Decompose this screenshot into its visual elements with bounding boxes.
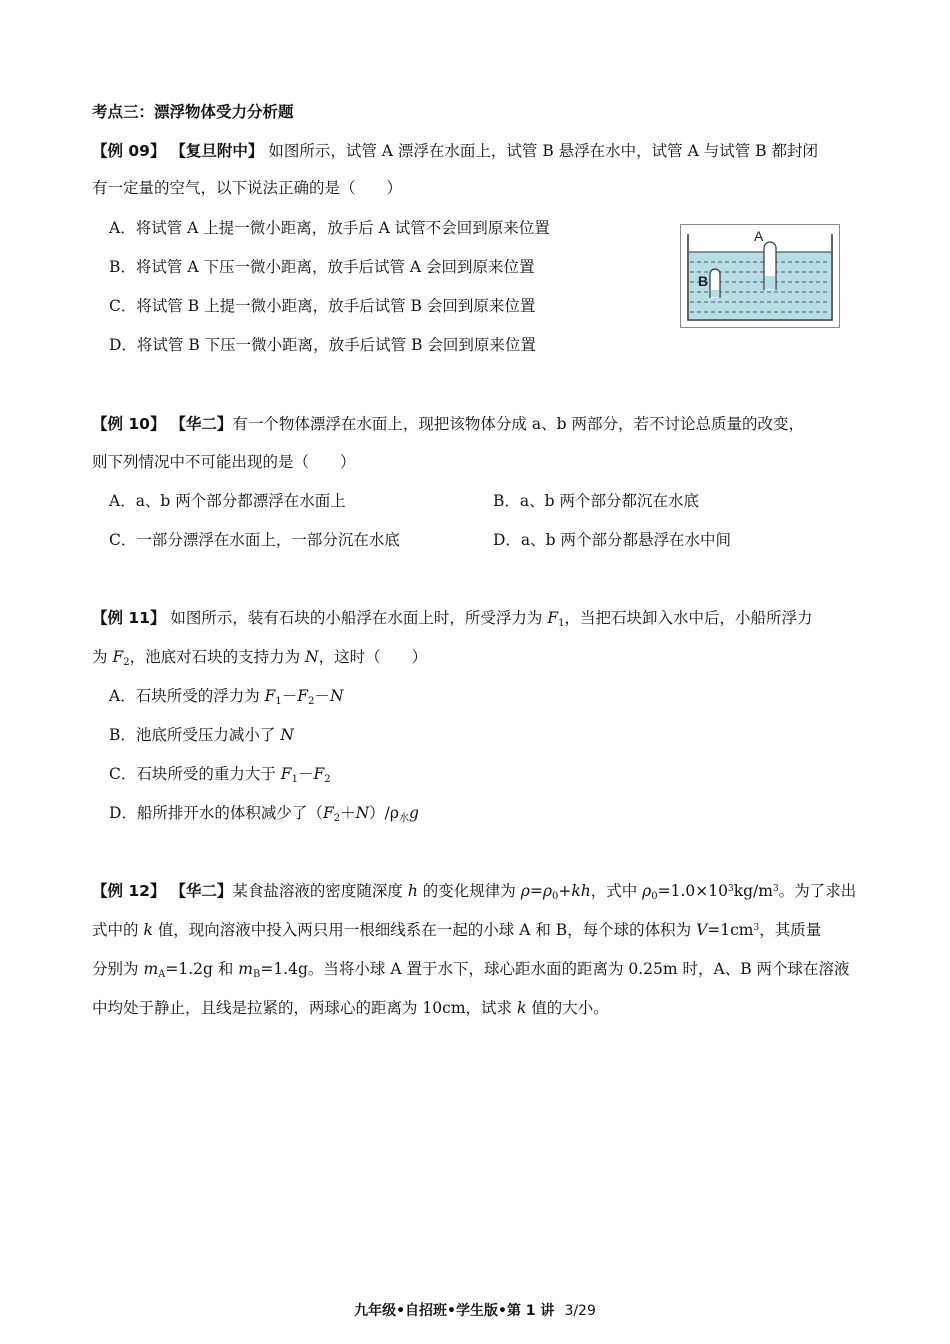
ex12-line4: 中均处于静止，且线是拉紧的，两球心的距离为 10cm，试求 k 值的大小。 bbox=[92, 999, 609, 1017]
ex10-source: 【华二】 bbox=[170, 415, 233, 433]
ex12-line2: 式中的 k 值，现向溶液中投入两只用一根细线系在一起的小球 A 和 B，每个球的体积为 $V=1cm^3$，其质量 bbox=[92, 921, 822, 939]
ex11-line2: 为 $F_2$，池底对石块的支持力为 N，这时（ ） bbox=[92, 648, 428, 668]
ex09-line1 bbox=[92, 140, 818, 162]
ex10-option-b: B．a、b 两个部分都沉在水底 bbox=[493, 492, 699, 510]
ex10-option-d: D．a、b 两个部分都悬浮在水中间 bbox=[493, 531, 732, 549]
test-tube-diagram bbox=[680, 224, 840, 328]
ex11-tag: 【例 11】 bbox=[92, 609, 166, 627]
ex10-line1 bbox=[92, 413, 804, 435]
ex12-line1: 【例 12】 【华二】某食盐溶液的密度随深度 h 的变化规律为 $\rho=\rho_0+kh$，式中 $\rho_0=1.0\times 10^3kg/m^3$。为了求出 bbox=[92, 882, 857, 902]
label-a: A bbox=[754, 228, 764, 244]
ex09-option-b: B．将试管 A 下压一微小距离，放手后试管 A 会回到原来位置 bbox=[109, 258, 535, 276]
ex10-option-a: A．a、b 两个部分都漂浮在水面上 bbox=[109, 492, 346, 510]
ex09-text1: 如图所示，试管 A 漂浮在水面上，试管 B 悬浮在水中，试管 A 与试管 B 都封闭 bbox=[268, 142, 818, 160]
ex09-tag: 【例 09】 bbox=[92, 142, 166, 160]
ex12-source: 【华二】 bbox=[170, 882, 233, 900]
ex11-option-b: B．池底所受压力减小了 N bbox=[109, 726, 294, 744]
ex10-line2: 则下列情况中不可能出现的是（ ） bbox=[92, 453, 356, 471]
page-number: 3/29 bbox=[564, 1303, 596, 1319]
label-b: B bbox=[698, 273, 709, 289]
ex09-option-d: D．将试管 B 下压一微小距离，放手后试管 B 会回到原来位置 bbox=[109, 336, 536, 354]
page-footer bbox=[0, 1300, 950, 1320]
ex11-option-c: C．石块所受的重力大于 $F_1-F_2$ bbox=[109, 765, 331, 785]
ex09-option-c: C．将试管 B 上提一微小距离，放手后试管 B 会回到原来位置 bbox=[109, 297, 536, 315]
ex11-line1: 【例 11】 如图所示，装有石块的小船浮在水面上时，所受浮力为 $F_1$，当把石块卸入水中后，小船所浮力 bbox=[92, 609, 813, 629]
footer-text: 九年级•自招班•学生版•第 1 讲 bbox=[354, 1303, 555, 1319]
ex09-source: 【复旦附中】 bbox=[170, 142, 264, 160]
ex10-text1: 有一个物体漂浮在水面上，现把该物体分成 a、b 两部分，若不讨论总质量的改变， bbox=[232, 415, 804, 433]
section-title: 考点三：漂浮物体受力分析题 bbox=[92, 103, 294, 121]
ex09-option-a: A．将试管 A 上提一微小距离，放手后 A 试管不会回到原来位置 bbox=[109, 219, 550, 237]
ex09-line2: 有一定量的空气，以下说法正确的是（ ） bbox=[92, 179, 403, 197]
ex12-tag: 【例 12】 bbox=[92, 882, 166, 900]
ex11-option-a: A．石块所受的浮力为 $F_1-F_2-N$ bbox=[109, 687, 344, 707]
ex11-option-d: D．船所排开水的体积减少了$(F_2+N)/\rho_水g$ bbox=[109, 804, 419, 824]
ex10-tag: 【例 10】 bbox=[92, 415, 166, 433]
ex10-option-c: C．一部分漂浮在水面上，一部分沉在水底 bbox=[109, 531, 400, 549]
test-tube-figure bbox=[680, 224, 840, 328]
ex12-line3: 分别为 $m_A=1.2g$ 和 $m_B=1.4g$。当将小球 A 置于水下，球心距水面的距离为 0.25m 时，A、B 两个球在溶液 bbox=[92, 960, 850, 980]
